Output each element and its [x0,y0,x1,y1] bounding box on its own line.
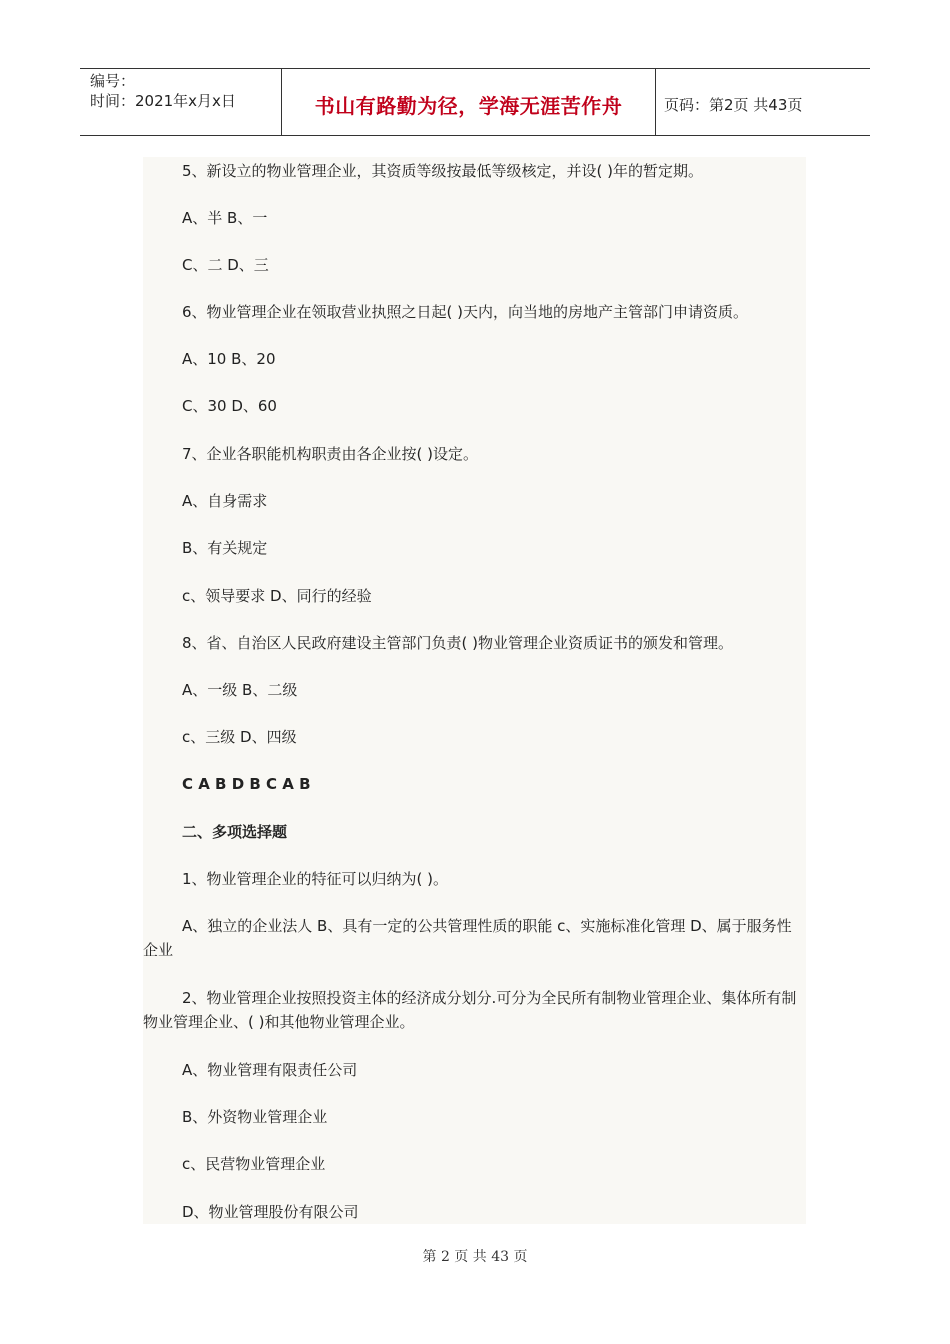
multi-question-2: 2、物业管理企业按照投资主体的经济成分划分.可分为全民所有制物业管理企业、集体所有制物业管理企业、( )和其他物业管理企业。 [143,989,797,1031]
question-7-option-b: B、有关规定 [182,539,268,557]
header-info-cell [80,69,281,135]
serial-label: 编号： [90,72,136,90]
question-7-options-cd: c、领导要求 D、同行的经验 [182,587,372,605]
question-6: 6、物业管理企业在领取营业执照之日起( )天内，向当地的房地产主管部门申请资质。 [182,303,749,321]
question-6-options-cd: C、30 D、60 [182,397,277,415]
section-heading: 二、多项选择题 [182,823,288,841]
question-7-option-a: A、自身需求 [182,492,268,510]
question-8: 8、省、自治区人民政府建设主管部门负责( )物业管理企业资质证书的颁发和管理。 [182,634,734,652]
header-table [80,68,870,136]
multi-question-2-option-b: B、外资物业管理企业 [182,1108,328,1126]
question-8-options-cd: c、三级 D、四级 [182,728,297,746]
multi-question-2-option-a: A、物业管理有限责任公司 [182,1061,358,1079]
question-5-options-ab: A、半 B、一 [182,209,268,227]
date-label: 时间：2021年x月x日 [90,92,236,110]
question-6-options-ab: A、10 B、20 [182,350,276,368]
page-footer: 第 2 页 共 43 页 [422,1249,528,1265]
multi-question-1: 1、物业管理企业的特征可以归纳为( )。 [182,870,449,888]
question-8-options-ab: A、一级 B、二级 [182,681,298,699]
question-5-options-cd: C、二 D、三 [182,256,269,274]
document-body [143,157,806,1224]
header-page-label: 页码：第2页 共43页 [664,95,803,114]
answer-key: C A B D B C A B [182,775,311,793]
multi-question-2-option-d: D、物业管理股份有限公司 [182,1203,359,1221]
multi-question-2-option-c: c、民营物业管理企业 [182,1155,326,1173]
question-7: 7、企业各职能机构职责由各企业按( )设定。 [182,445,479,463]
header-motto: 书山有路勤为径，学海无涯苦作舟 [281,69,656,135]
multi-question-1-options: A、独立的企业法人 B、具有一定的公共管理性质的职能 c、实施标准化管理 D、属于服务性企业 [143,917,792,959]
question-5: 5、新设立的物业管理企业，其资质等级按最低等级核定，并设( )年的暂定期。 [182,162,704,180]
